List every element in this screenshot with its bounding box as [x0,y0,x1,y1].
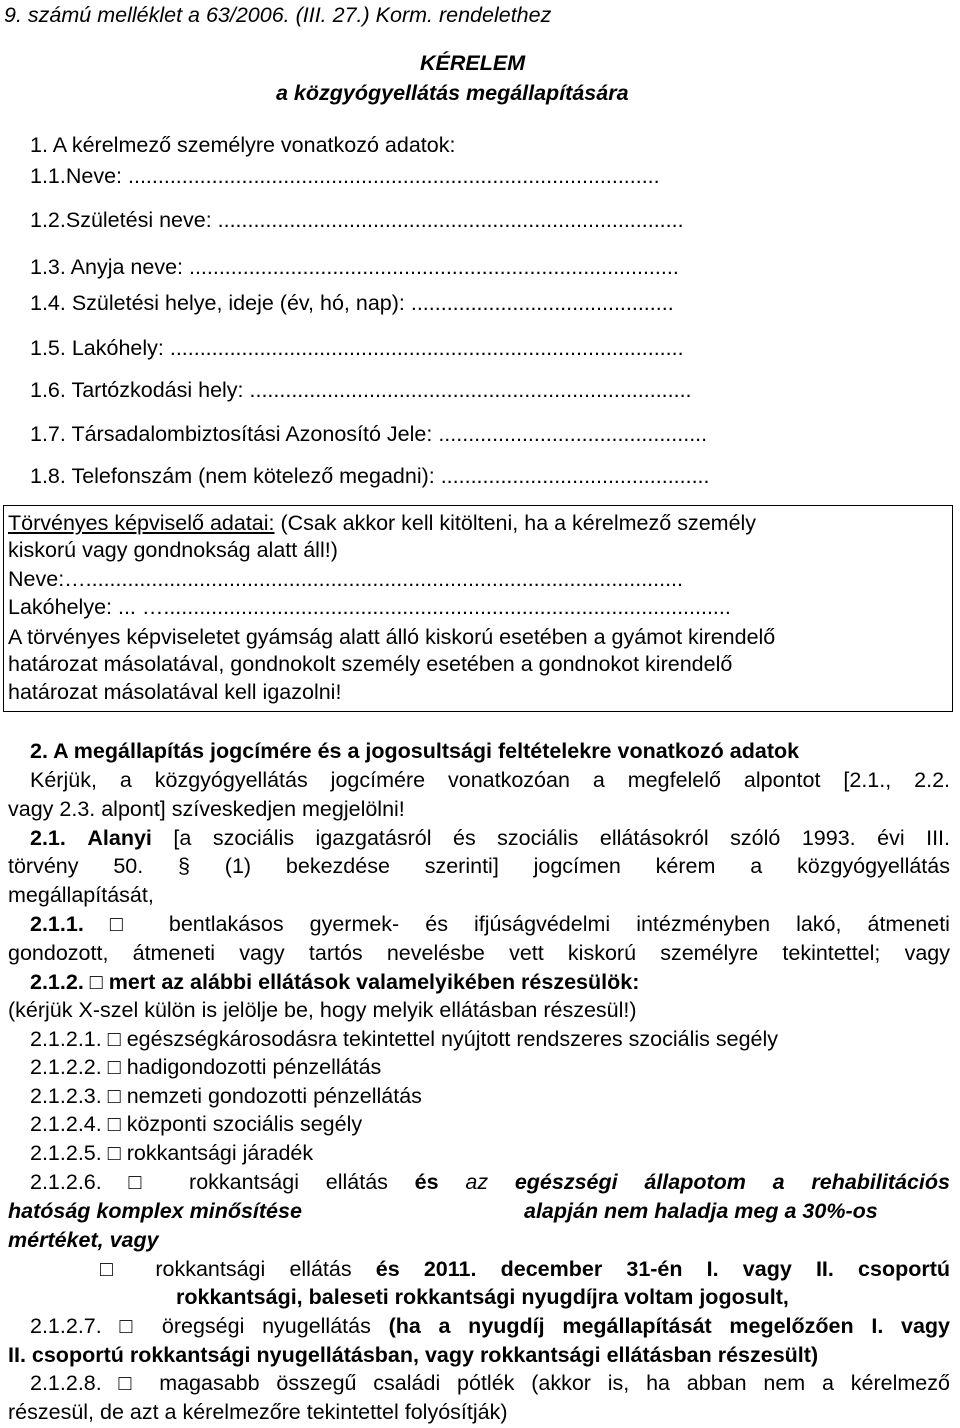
checkbox[interactable]: □ [107,1084,121,1108]
field-taj: 1.7. Társadalombiztosítási Azonosító Jele: ............................................. [30,422,708,446]
representative-title [8,510,756,536]
point-2-1-line2: törvény 50. § (1) bekezdése szerinti] jogcímen kérem a közgyógyellátás [8,854,950,878]
item-text: központi szociális segély [126,1112,363,1136]
point-2-1-2-6-alt-line2: rokkantsági, baleseti rokkantsági nyugdíjra voltam jogosult, [176,1285,789,1309]
representative-address: Lakóhelye: ... …............................................................................................... [8,595,731,619]
point-2-1-2-6-alt-line1 [100,1256,950,1282]
point-2-1-1-line2: gondozott, átmeneti vagy tartós nevelésbe vett kiskorú személyre tekintettel; vagy [8,941,950,965]
list-item [30,1083,422,1109]
section2-intro-line1: Kérjük, a közgyógyellátás jogcímére vonatkozóan a megfelelő alpontot [2.1., 2.2. [30,768,950,792]
point-2-1-2-text: mert az alábbi ellátások valamelyikében részesülök: [108,970,640,994]
checkbox-2-1-2-7[interactable]: □ [119,1314,145,1338]
checkbox[interactable]: □ [107,1112,121,1136]
point-2-1-2-6-line2a: hatóság komplex minősítése [8,1199,302,1223]
section1-heading: 1. A kérelmező személyre vonatkozó adatok: [30,133,456,157]
point-2-1-2-7-number: 2.1.2.7. [30,1314,102,1338]
representative-note-line1: A törvényes képviseletet gyámság alatt álló kiskorú esetében a gyámot kirendelő [8,625,776,649]
item-number: 2.1.2.5. [30,1141,102,1165]
item-text: hadigondozotti pénzellátás [126,1055,382,1079]
item-number: 2.1.2.1. [30,1027,102,1051]
representative-title-label: Törvényes képviselő adatai: [8,511,275,535]
point-2-1-2-note: (kérjük X-szel külön is jelölje be, hogy melyik ellátásban részesül!) [8,998,637,1022]
representative-note-line3: határozat másolatával kell igazolni! [8,680,342,704]
checkbox[interactable]: □ [107,1055,121,1079]
checkbox-2-1-1[interactable]: □ [109,912,143,936]
field-mother-name: 1.3. Anyja neve: .................................................................................. [30,255,679,279]
list-item [30,1140,313,1166]
point-2-1-2-6-line2b: alapján nem haladja meg a 30%-os [524,1199,878,1223]
item-number: 2.1.2.4. [30,1112,102,1136]
checkbox-2-1-2-8[interactable]: □ [118,1371,143,1395]
point-2-1-1-line1 [30,911,950,937]
point-2-1-2-7-line1 [30,1313,950,1339]
point-2-1-line3: megállapítását, [8,883,154,907]
point-2-1-2-6-alt-condition: és 2011. december 31-én I. vagy II. csoportú [375,1257,950,1281]
point-2-1-1-number: 2.1.1. [30,912,84,936]
item-number: 2.1.2.3. [30,1084,102,1108]
point-2-1-2-7-line2: II. csoportú rokkantsági nyugellátásban, vagy rokkantsági ellátásban részesült) [8,1343,819,1367]
point-2-1-2-7-benefit: öregségi nyugellátás [161,1314,371,1338]
point-2-1-title: Alanyi [87,826,152,850]
checkbox[interactable]: □ [107,1027,121,1051]
title: KÉRELEM [420,51,526,75]
subtitle: a közgyógyellátás megállapítására [276,81,629,105]
section2-heading: 2. A megállapítás jogcímére és a jogosultsági feltételekre vonatkozó adatok [30,739,800,763]
field-birth-name: 1.2.Születési neve: .............................................................................. [30,208,684,232]
item-text: egészségkárosodásra tekintettel nyújtott rendszeres szociális segély [126,1027,779,1051]
point-2-1-2-8-line2: részesül, de azt a kérelmezőre tekintettel folyósítják) [8,1400,508,1424]
field-birth-place-date: 1.4. Születési helye, ideje (év, hó, nap): ............................................ [30,291,674,315]
point-2-1-2-8-number: 2.1.2.8. [30,1371,102,1395]
item-text: rokkantsági járadék [126,1141,314,1165]
point-2-1-2-6-alt-benefit: rokkantsági ellátás [155,1257,352,1281]
point-2-1-text: [a szociális igazgatásról és szociális ellátásokról szóló 1993. évi III. [173,826,950,850]
point-2-1-2-6-and: és [414,1170,439,1194]
field-residence: 1.5. Lakóhely: ...................................................................................... [30,336,684,360]
point-2-1-2-number: 2.1.2. [30,970,84,994]
field-stay-place: 1.6. Tartózkodási hely: .......................................................................... [30,378,692,402]
point-2-1-line1 [30,825,950,851]
checkbox-2-1-2-6-alt[interactable]: □ [100,1257,132,1281]
point-2-1-2-6-the: az [465,1170,489,1194]
representative-note-line2: határozat másolatával, gondnokolt személy esetében a gondnokot kirendelő [8,652,733,676]
point-2-1-2-8-text: magasabb összegű családi pótlék (akkor is, ha abban nem a kérelmező [159,1371,950,1395]
point-2-1-2-6-condition: egészségi állapotom a rehabilitációs [514,1170,950,1194]
point-2-1-2-6-number: 2.1.2.6. [30,1170,102,1194]
field-phone: 1.8. Telefonszám (nem kötelező megadni): ............................................. [30,464,710,488]
checkbox-2-1-2-6[interactable]: □ [128,1170,163,1194]
point-2-1-2-6-benefit: rokkantsági ellátás [189,1170,388,1194]
representative-title-note: (Csak akkor kell kitölteni, ha a kérelmező személy [274,511,757,535]
item-number: 2.1.2.2. [30,1055,102,1079]
point-2-1-number: 2.1. [30,826,66,850]
list-item [30,1054,381,1080]
list-item [30,1111,362,1137]
checkbox-2-1-2[interactable]: □ [89,970,103,994]
point-2-1-2-7-condition: (ha a nyugdíj megállapítását megelőzően I. vagy [388,1314,950,1338]
representative-name: Neve:….................................................................................................... [8,567,684,591]
item-text: nemzeti gondozotti pénzellátás [126,1084,422,1108]
document-header: 9. számú melléklet a 63/2006. (III. 27.) Korm. rendelethez [4,3,552,27]
point-2-1-2-6-line1 [30,1169,950,1195]
section2-intro-line2: vagy 2.3. alpont] szíveskedjen megjelölni! [8,797,405,821]
list-item [30,1026,778,1052]
field-name: 1.1.Neve: ......................................................................................... [30,164,660,188]
point-2-1-2-line1 [30,969,639,995]
point-2-1-1-text: bentlakásos gyermek- és ifjúságvédelmi intézményben lakó, átmeneti [168,912,950,936]
checkbox[interactable]: □ [107,1141,121,1165]
point-2-1-2-6-line3: mértéket, vagy [8,1228,159,1252]
representative-title-line2: kiskorú vagy gondnokság alatt áll!) [8,538,338,562]
point-2-1-2-8-line1 [30,1370,950,1396]
